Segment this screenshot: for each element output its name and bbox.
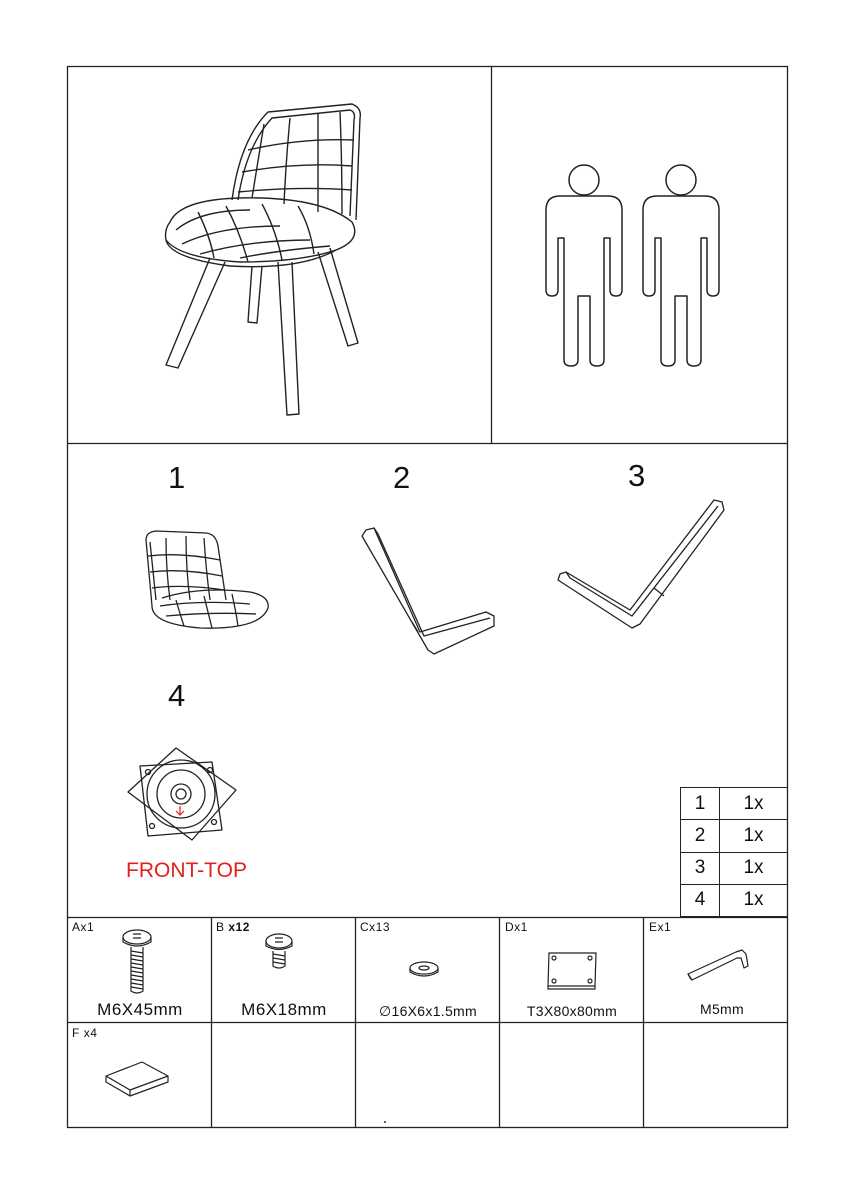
part-number: 3 (681, 852, 720, 884)
part-number: 1 (681, 788, 720, 820)
hardware-spec-e: M5mm (700, 1001, 744, 1017)
part-number-1: 1 (168, 460, 186, 495)
part-number-4: 4 (168, 678, 186, 713)
part-quantity: 1x (720, 820, 788, 852)
part-quantity: 1x (720, 884, 788, 916)
stray-dot (384, 1121, 386, 1123)
hardware-id-f: F x4 (72, 1026, 98, 1040)
part-quantity: 1x (720, 788, 788, 820)
part-number: 2 (681, 820, 720, 852)
hardware-spec-c: ∅16X6x1.5mm (379, 1003, 477, 1019)
hardware-spec-a: M6X45mm (97, 1000, 183, 1019)
hardware-spec-b: M6X18mm (241, 1000, 327, 1019)
hardware-id-b: B x12 (216, 920, 250, 934)
hardware-id-a: Ax1 (72, 920, 95, 934)
hardware-id-e: Ex1 (649, 920, 672, 934)
part-quantity: 1x (720, 852, 788, 884)
hardware-spec-d: T3X80x80mm (526, 1003, 618, 1019)
hardware-id-d: Dx1 (505, 920, 528, 934)
front-top-label: FRONT-TOP (126, 859, 247, 882)
part-number-3: 3 (628, 458, 646, 493)
part-number: 4 (681, 884, 720, 916)
part-number-2: 2 (393, 460, 411, 495)
hardware-id-c: Cx13 (360, 920, 391, 934)
